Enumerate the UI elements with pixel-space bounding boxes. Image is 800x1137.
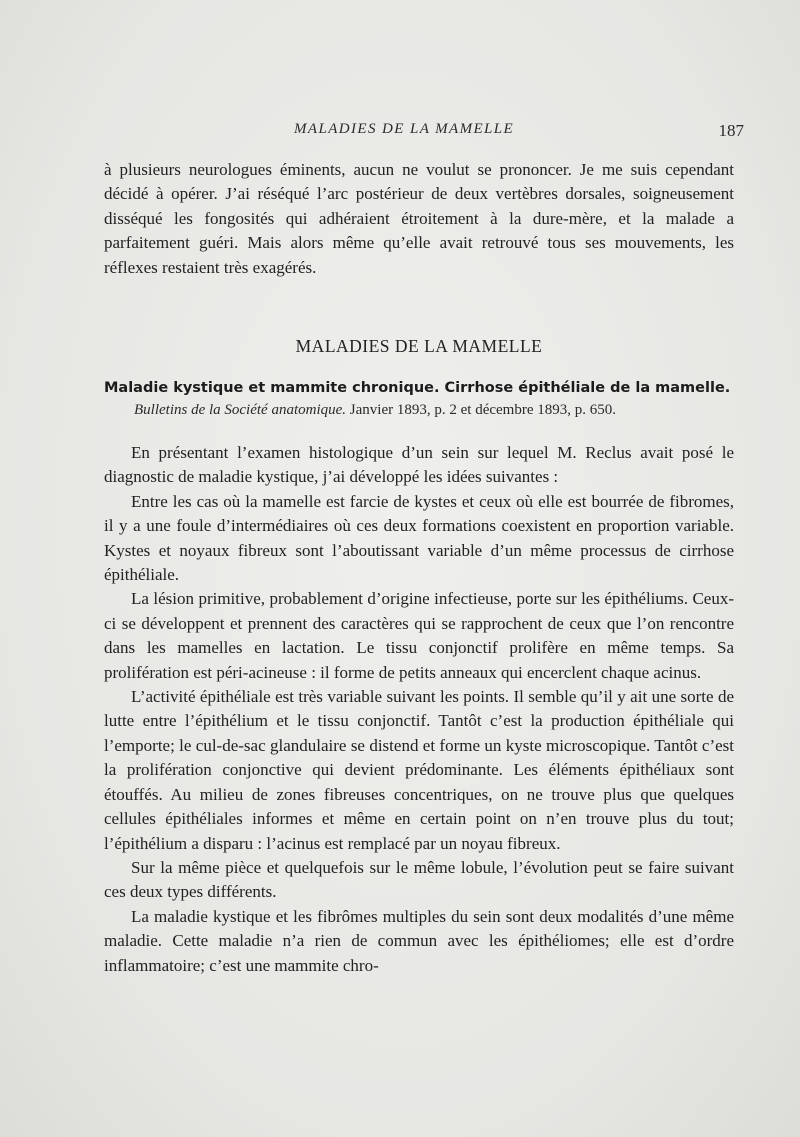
paragraph: La lésion primitive, probablement d’origine infectieuse, porte sur les épithéliums. Ceux-ci se développent et prennent des caractères qui se rapprochent de ceux que l’on rencontre dans les mamelles en lactation. Le tissu conjonctif prolifère en même temps. Sa prolifération est péri-acineuse : il forme de petits anneaux qui encerclent chaque acinus. [104, 589, 734, 682]
article-body [104, 441, 734, 978]
citation-details: Janvier 1893, p. 2 et décembre 1893, p. 650. [349, 402, 616, 418]
paragraph: L’activité épithéliale est très variable suivant les points. Il semble qu’il y ait une sorte de lutte entre l’épithélium et le tissu conjonctif. Tantôt c’est la production épithéliale qui l’emporte; le cul-de-sac glandulaire se distend et forme un kyste microscopique. Tantôt c’est la prolifération conjonctive qui devient prédominante. Les éléments épithéliaux sont étouffés. Au milieu de zones fibreuses concentriques, on ne trouve plus que quelques cellules épithéliales informes et même en certain point on n’en trouve plus du tout; l’épithélium a disparu : l’acinus est remplacé par un noyau fibreux. [104, 687, 734, 853]
running-title: MALADIES DE LA MAMELLE [294, 121, 515, 137]
citation [134, 402, 734, 419]
running-header [104, 121, 744, 147]
paragraph: En présentant l’examen histologique d’un sein sur lequel M. Reclus avait posé le diagnostic de maladie kystique, j’ai développé les idées suivantes : [104, 443, 734, 487]
intro-text [104, 158, 734, 280]
paragraph: La maladie kystique et les fibrômes multiples du sein sont deux modalités d’une même maladie. Cette maladie n’a rien de commun avec les épithéliomes; elle est d’ordre inflammatoire; c’est une mammite chro- [104, 906, 734, 975]
citation-journal: Bulletins de la Société anatomique. [134, 402, 347, 418]
section-heading: MALADIES DE LA MAMELLE [295, 336, 543, 356]
paragraph: Entre les cas où la mamelle est farcie de kystes et ceux où elle est bourrée de fibromes, il y a une foule d’intermédiaires où ces deux formations coexistent en proportion variable. Kystes et noyaux fibreux sont l’aboutissant variable d’un même processus de cirrhose épithéliale. [104, 491, 734, 585]
page-number: 187 [718, 121, 744, 140]
intro-paragraph: à plusieurs neurologues éminents, aucun ne voulut se prononcer. Je me suis cependant décidé à opérer. J’ai réséqué l’arc postérieur de deux vertèbres dorsales, soigneusement disséqué les fongosités qui adhéraient étroitement à la dure-mère, et la malade a parfaitement guéri. Mais alors même qu’elle avait retrouvé tous ses mouvements, les réflexes restaient très exagérés. [104, 160, 734, 277]
paragraph: Sur la même pièce et quelquefois sur le même lobule, l’évolution peut se faire suivant ces deux types différents. [104, 857, 734, 902]
article-title: Maladie kystique et mammite chronique. Cirrhose épithéliale de la mamelle. [104, 380, 731, 396]
